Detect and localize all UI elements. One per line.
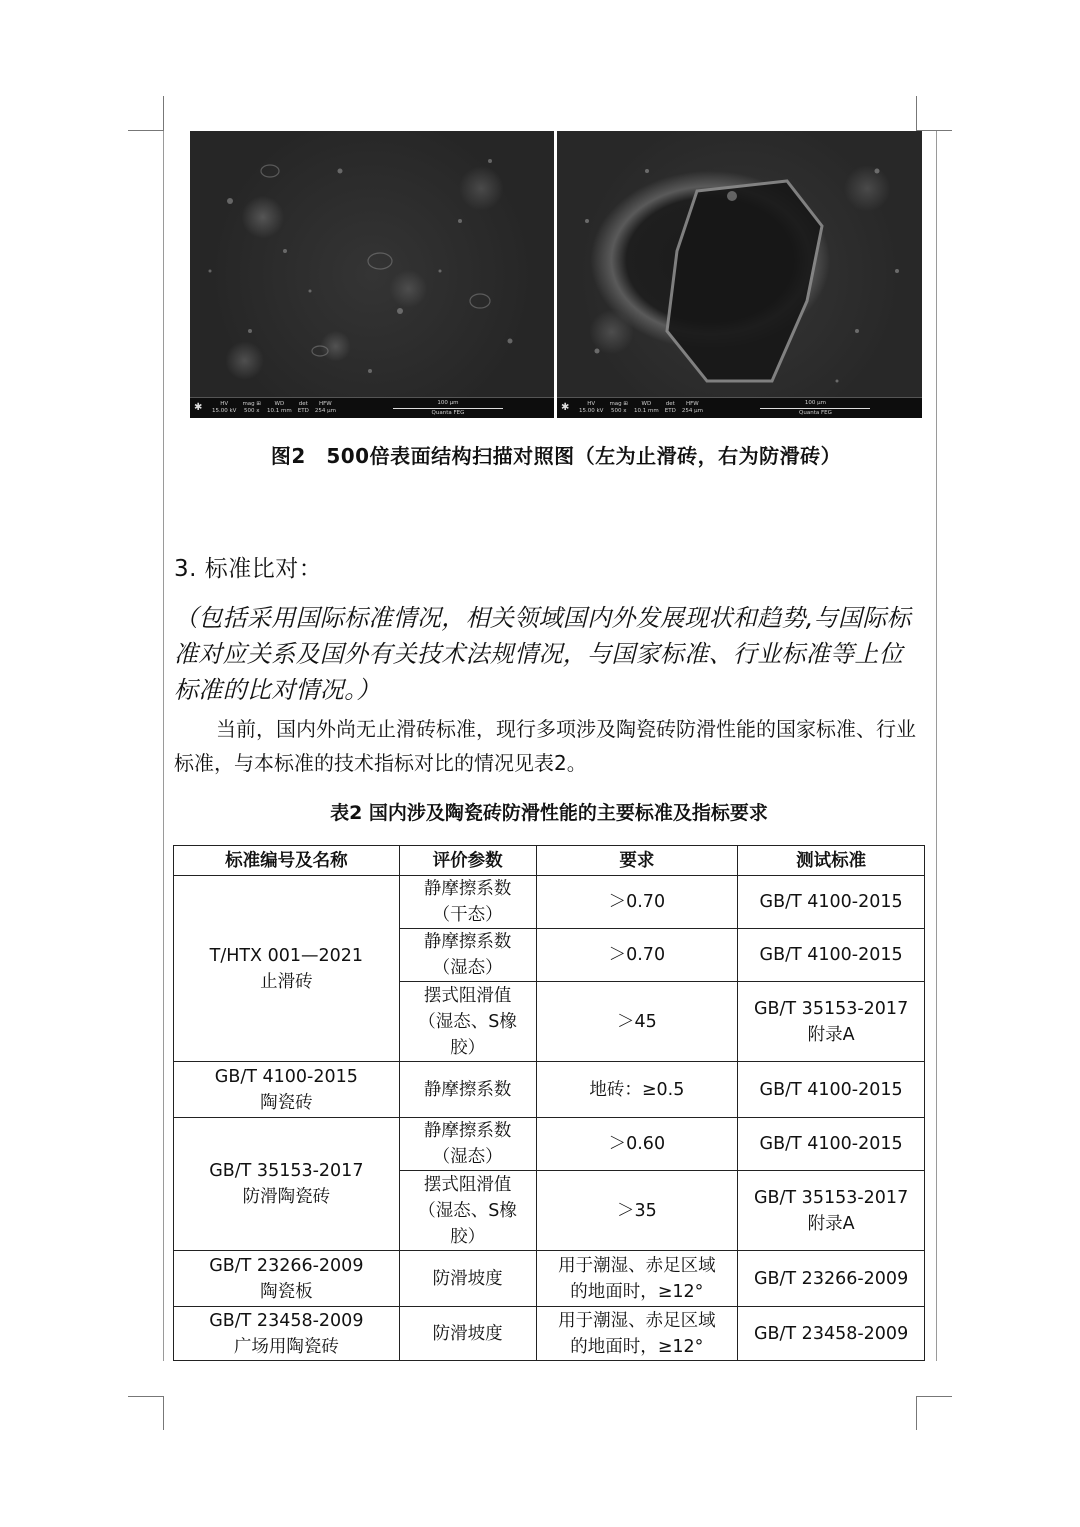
table-row [174, 1251, 925, 1307]
standard-cell: T/HTX 001—2021 止滑砖 [174, 876, 400, 1062]
fei-logo-icon: ✱ [561, 402, 570, 413]
standard-cell: GB/T 23458-2009 广场用陶瓷砖 [174, 1307, 400, 1361]
requirement-cell: ＞0.70 [536, 929, 738, 982]
sem-databar-left: ✱ HV 15.00 kV mag ⊞ 500 x WD 10.1 mm det ETD HFW 254 μm 100 μm Quanta FEG [190, 397, 554, 418]
header-cell: 评价参数 [399, 846, 536, 876]
test-standard-cell: GB/T 4100-2015 [738, 1062, 925, 1118]
standards-table [173, 845, 925, 1361]
scale-bar [393, 408, 503, 409]
crop-mark-bottom-left-v [163, 1396, 164, 1430]
standard-cell: GB/T 4100-2015 陶瓷砖 [174, 1062, 400, 1118]
requirement-cell: ＞35 [536, 1171, 738, 1251]
fei-logo-icon: ✱ [194, 402, 203, 413]
requirement-cell: 用于潮湿、赤足区域 的地面时，≥12° [536, 1251, 738, 1307]
param-cell: 静摩擦系数 （湿态） [399, 1118, 536, 1171]
sem-image-right [557, 131, 922, 418]
test-standard-cell: GB/T 4100-2015 [738, 1118, 925, 1171]
sem-databar-right: ✱ HV 15.00 kV mag ⊞ 500 x WD 10.1 mm det ETD HFW 254 μm 100 μm Quanta FEG [557, 397, 922, 418]
figure-caption: 图2 500倍表面结构扫描对照图（左为止滑砖，右为防滑砖） [270, 444, 842, 468]
crop-mark-bottom-right-v [916, 1396, 917, 1430]
header-cell: 要求 [536, 846, 738, 876]
table-row [174, 1062, 925, 1118]
page-margin-left [163, 131, 164, 1361]
crop-mark-top-left-v [163, 96, 164, 132]
test-standard-cell: GB/T 35153-2017 附录A [738, 1171, 925, 1251]
section-note: （包括采用国际标准情况，相关领域国内外发展现状和趋势,与国际标准对应关系及国外有关技术法规情况，与国家标准、行业标准等上位标准的比对情况。） [174, 604, 911, 704]
param-cell: 静摩擦系数 [399, 1062, 536, 1118]
header-cell: 测试标准 [738, 846, 925, 876]
test-standard-cell: GB/T 4100-2015 [738, 876, 925, 929]
param-cell: 防滑坡度 [399, 1251, 536, 1307]
test-standard-cell: GB/T 23458-2009 [738, 1307, 925, 1361]
param-cell: 摆式阻滑值 （湿态、S橡 胶） [399, 982, 536, 1062]
test-standard-cell: GB/T 23266-2009 [738, 1251, 925, 1307]
param-cell: 静摩擦系数 （干态） [399, 876, 536, 929]
param-cell: 防滑坡度 [399, 1307, 536, 1361]
crop-mark-bottom-left-h [128, 1396, 164, 1397]
page-margin-right [936, 131, 937, 1361]
requirement-cell: ＞0.70 [536, 876, 738, 929]
table-header-row [174, 846, 925, 876]
header-cell: 标准编号及名称 [174, 846, 400, 876]
test-standard-cell: GB/T 35153-2017 附录A [738, 982, 925, 1062]
sem-texture-left [190, 131, 554, 398]
table-row [174, 1118, 925, 1171]
section-heading: 3. 标准比对： [174, 556, 323, 582]
standard-cell: GB/T 23266-2009 陶瓷板 [174, 1251, 400, 1307]
sem-texture-right [557, 131, 922, 398]
param-cell: 静摩擦系数 （湿态） [399, 929, 536, 982]
crop-mark-top-left-h [128, 130, 164, 131]
test-standard-cell: GB/T 4100-2015 [738, 929, 925, 982]
param-cell: 摆式阻滑值 （湿态、S橡 胶） [399, 1171, 536, 1251]
sem-image-left [190, 131, 554, 418]
requirement-cell: ＞0.60 [536, 1118, 738, 1171]
requirement-cell: 地砖：≥0.5 [536, 1062, 738, 1118]
scale-bar [760, 408, 870, 409]
requirement-cell: ＞45 [536, 982, 738, 1062]
requirement-cell: 用于潮湿、赤足区域 的地面时，≥12° [536, 1307, 738, 1361]
crop-mark-bottom-right-h [916, 1396, 952, 1397]
table-row [174, 876, 925, 929]
crop-mark-top-right-v [916, 96, 917, 132]
standard-cell: GB/T 35153-2017 防滑陶瓷砖 [174, 1118, 400, 1251]
table-row [174, 1307, 925, 1361]
body-paragraph: 当前，国内外尚无止滑砖标准，现行多项涉及陶瓷砖防滑性能的国家标准、行业标准，与本标准的技术指标对比的情况见表2。 [174, 717, 916, 775]
table-title: 表2 国内涉及陶瓷砖防滑性能的主要标准及指标要求 [330, 802, 768, 824]
